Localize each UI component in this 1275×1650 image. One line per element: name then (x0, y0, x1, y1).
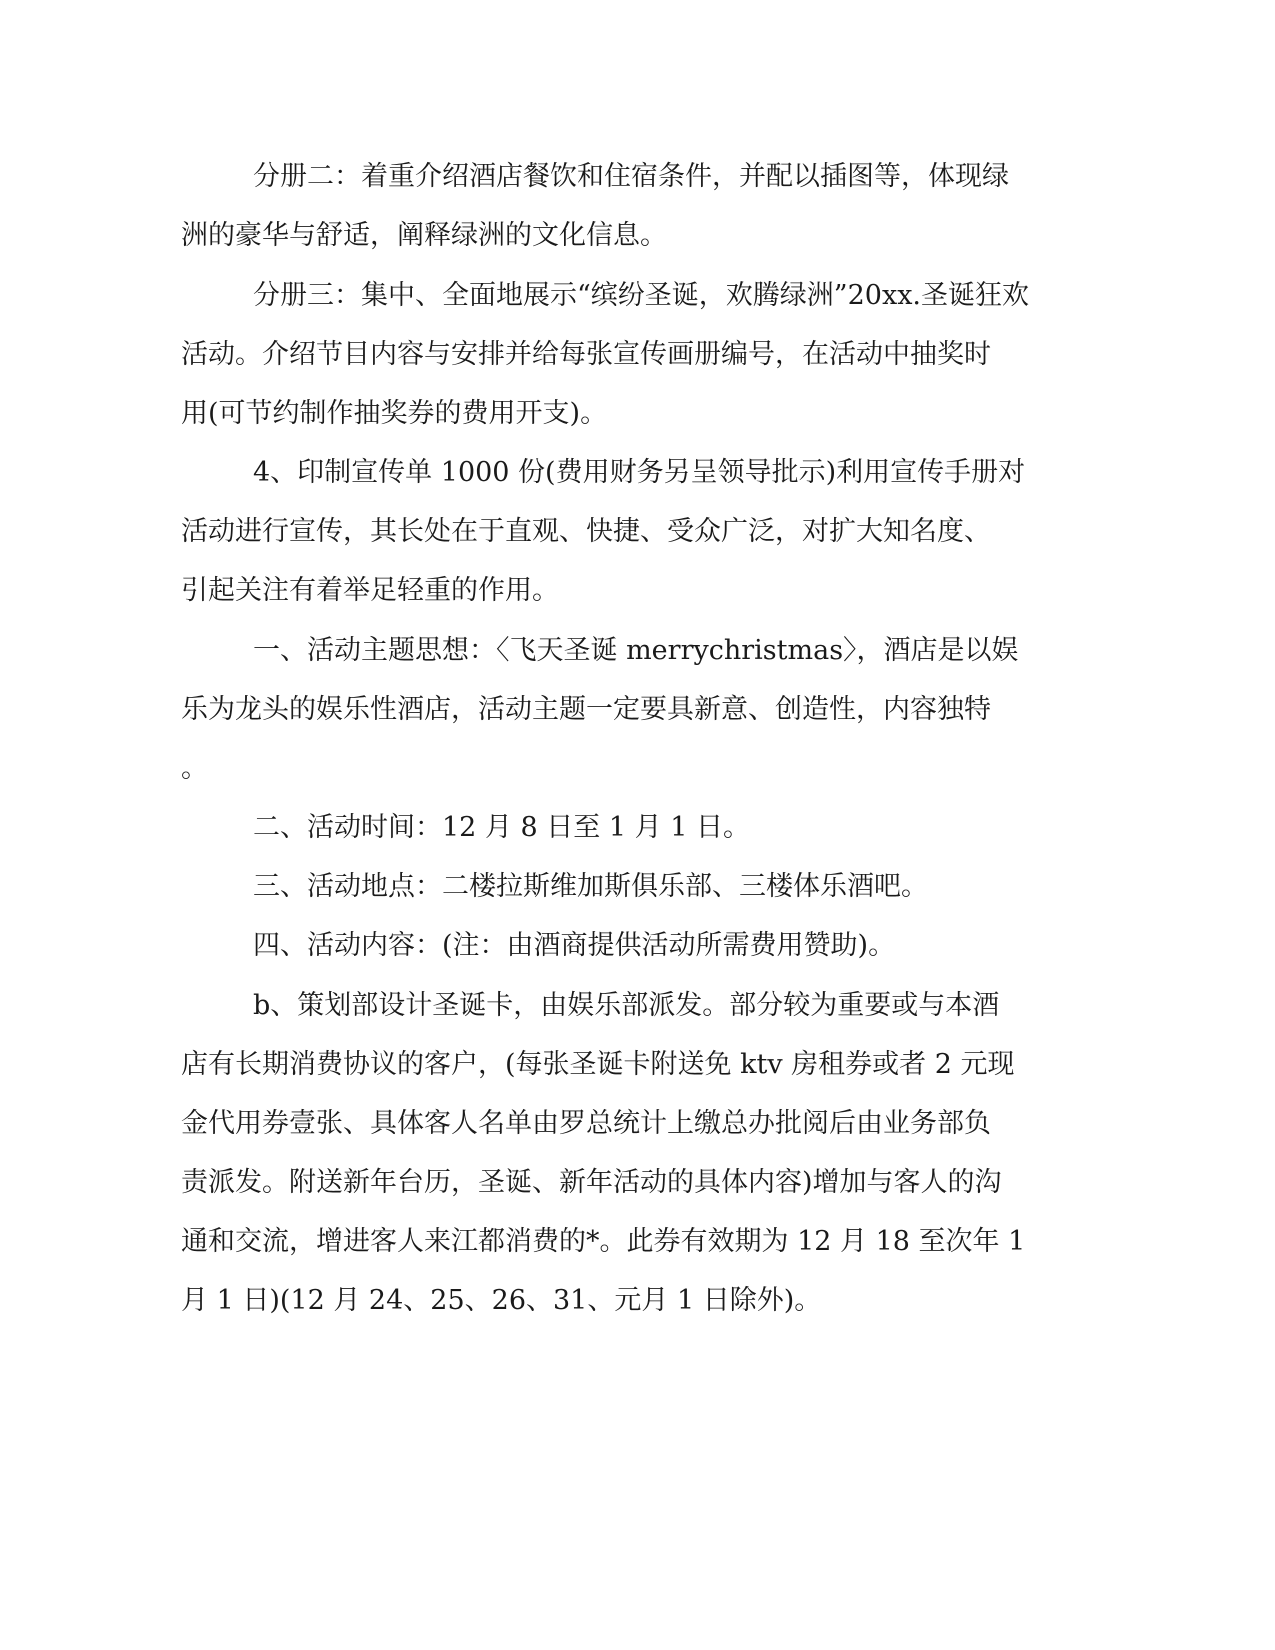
text-line: 活动进行宣传，其长处在于直观、快捷、受众广泛，对扩大知名度、 (181, 516, 991, 547)
text-line: 。 (181, 753, 208, 784)
text-line: 分册三：集中、全面地展示“缤纷圣诞，欢腾绿洲”20xx.圣诞狂欢 (253, 280, 1029, 311)
text-line: 一、活动主题思想：〈飞天圣诞 merrychristmas〉，酒店是以娱 (253, 635, 1019, 666)
text-line: b、策划部设计圣诞卡，由娱乐部派发。部分较为重要或与本酒 (253, 990, 1000, 1021)
text-line: 活动。介绍节目内容与安排并给每张宣传画册编号，在活动中抽奖时 (181, 339, 991, 370)
text-line: 月 1 日)(12 月 24、25、26、31、元月 1 日除外)。 (181, 1285, 822, 1316)
text-line: 引起关注有着举足轻重的作用。 (181, 575, 559, 606)
text-line: 四、活动内容：(注：由酒商提供活动所需费用赞助)。 (253, 930, 896, 961)
text-line: 乐为龙头的娱乐性酒店，活动主题一定要具新意、创造性，内容独特 (181, 694, 991, 725)
text-line: 4、印制宣传单 1000 份(费用财务另呈领导批示)利用宣传手册对 (253, 457, 1026, 488)
text-line: 责派发。附送新年台历，圣诞、新年活动的具体内容)增加与客人的沟 (181, 1167, 1002, 1198)
text-line: 金代用券壹张、具体客人名单由罗总统计上缴总办批阅后由业务部负 (181, 1108, 991, 1139)
text-line: 通和交流，增进客人来江都消费的*。此券有效期为 12 月 18 至次年 1 (181, 1226, 1026, 1257)
text-line: 三、活动地点：二楼拉斯维加斯俱乐部、三楼体乐酒吧。 (253, 871, 928, 902)
text-line: 用(可节约制作抽奖券的费用开支)。 (181, 398, 608, 429)
text-line: 二、活动时间：12 月 8 日至 1 月 1 日。 (253, 812, 750, 843)
text-line: 分册二：着重介绍酒店餐饮和住宿条件，并配以插图等，体现绿 (253, 161, 1009, 192)
text-line: 洲的豪华与舒适，阐释绿洲的文化信息。 (181, 220, 667, 251)
text-line: 店有长期消费协议的客户，(每张圣诞卡附送免 ktv 房租券或者 2 元现 (181, 1049, 1015, 1080)
